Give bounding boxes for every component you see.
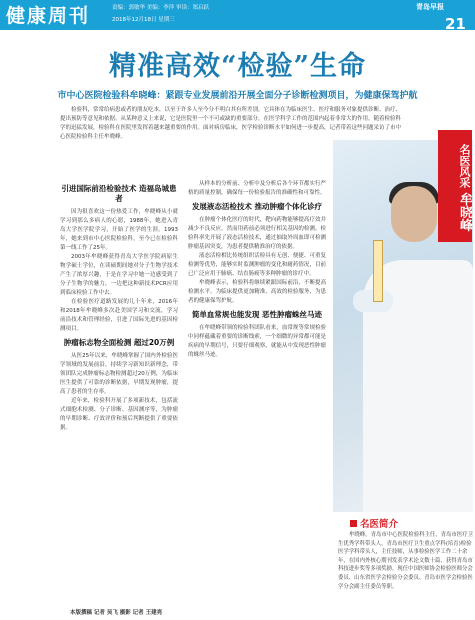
body-paragraph: 牟晓峰表示，检验科将继续紧跟国际前沿，不断提高检测水平，为临床提供更加精准、高效的检验服务，为患者的健康保驾护航。	[188, 280, 326, 304]
article-column-1	[60, 180, 178, 600]
body-paragraph: 在肿瘤个体化医疗的时代，靶向药物能够提高疗效并减少不良反应，然而用药前必须进行相关基因的检测。检验科率先开展了液态活检技术，通过抽取外周血即可检测肿瘤基因突变，为患者提供精准治疗的依据。	[188, 217, 326, 250]
body-paragraph: 近年来，检验科开展了多项新技术，包括流式细胞术检测、分子诊断、基因测序等，为肿瘤的早期诊断、疗效评价和预后判断提供了重要依据。	[60, 398, 178, 431]
headline: 精准高效“检验”生命	[108, 51, 367, 82]
page-number: 21	[445, 15, 466, 33]
body-paragraph: 液态活检相比传统组织活检具有无创、便捷、可重复检测等优势，能够实时监测肿瘤的变化和耐药情况，目前已广泛应用于肺癌、结直肠癌等多种肿瘤的诊疗中。	[188, 253, 326, 277]
bullet-square-icon	[350, 520, 357, 527]
section-heading: 简单血常规也能发现 恶性肿瘤蛛丝马迹	[191, 310, 323, 319]
tag-label: 名医风采	[458, 144, 471, 189]
editor-credits: 责编：郭敏华 美编：李萍 审读：郑启跃	[112, 5, 209, 11]
tag-name: 牟晓峰	[457, 192, 472, 232]
section-heading: 肿瘤标志物全面检测 超过20万例	[63, 338, 175, 347]
body-paragraph: 从样本的分析前、分析中及分析后各个环节都实行严格的质量控制，确保每一份检验报告的准确性和可靠性。	[188, 181, 326, 196]
intro-paragraph: 检验科，常常给病患或者的朋友吃本，以至于许多人至今分不明白其有所差别。它具体在为临床医生、医疗和服务对象提供诊断、治疗、提出预防等意见和依据。从某种意义上来说，它是医院里一个不可或缺的重要部分，在医学科学工作的范围内起着非常大的作用。随着检验科学的迅猛发展，检验科在医院里发挥着越来越重要的作用。面对病房临床，医学检验诊断水平如何进一步提高，记者带着这些问题采访了市中心医院检验科主任牟晓峰。	[60, 107, 402, 140]
profile-heading	[350, 516, 398, 530]
face	[391, 186, 437, 242]
profile-heading-text: 名医简介	[360, 519, 399, 530]
section-heading: 引进国际前沿检验技术 造福岛城患者	[61, 184, 177, 203]
test-tube	[373, 240, 383, 302]
body-paragraph: 2003年牟晓峰获得青岛大学医学院病原生物学硕士学位，在读硕期间她对分子生物学技术产生了浓厚兴趣，于是在学习中她一边感受到了分子生物学的魅力，一边把这种新技术PCR应用到临床检验工作中去。	[60, 254, 178, 296]
newspaper-logo: 青岛早报	[416, 3, 444, 11]
body-paragraph: 在检验医疗道路发展的几十年来，2016年和2018年牟晓峰多次赴美国学习和交流，学习前沿技术和管理经验，引进了国际先进的基因检测项目。	[60, 299, 178, 332]
issue-date: 2018年12月18日 星期三	[112, 17, 175, 23]
article-column-2	[188, 180, 326, 600]
section-title: 健康周刊	[6, 5, 91, 27]
body-paragraph: 从医25年以来，牟晓峰掌握了国内外检验医学领域的发展前沿，持续学习新知识新理念，带领团队完成肿瘤标志物检测超过20万例，为临床医生提供了可靠的诊断依据，早期发现肿瘤，提高了患者的生存率。	[60, 353, 178, 395]
body-paragraph: 因为很喜欢这一份热爱工作，牟晓峰从小就学习到那么多病人的心愿，1988年，她进入青岛大学医学院学习，开始了医学的生涯。1993年，她来到市中心医院检验科，至今已在检验科第一线工作了25年。	[60, 209, 178, 251]
profile-text: 牟晓峰，青岛市中心医院检验科主任，青岛市医疗卫生优秀学科带头人，青岛市医疗卫生重点学科(培育)检验医学学科带头人，主任技师，从事检验医学工作二十余年，在国内外核心期刊发表学术论文数十篇，获得青岛市科技进步奖等多项奖励。现任中国医师协会检验医师分会委员、山东省医学会检验分会委员、青岛市医学会检验医学分会副主任委员等职。	[338, 532, 473, 590]
section-heading: 发展液态活检技术 推动肿瘤个体化诊疗	[191, 202, 323, 211]
doctor-name-tag	[438, 130, 472, 242]
subheadline: 市中心医院检验科牟晓峰：紧跟专业发展前沿开展全面分子诊断检测项目，为健康保驾护航	[57, 91, 418, 101]
body-paragraph: 在牟晓峰带领的检验科团队看来，血常规等常规检验中同样蕴藏着重要的诊断线索，一个细微的异常都可能是疾病的早期信号，只要仔细观察，就能从中发现恶性肿瘤的蛛丝马迹。	[188, 325, 326, 358]
byline: 本版撰稿 记者 吴飞 摄影 记者 王建亮	[70, 610, 163, 616]
